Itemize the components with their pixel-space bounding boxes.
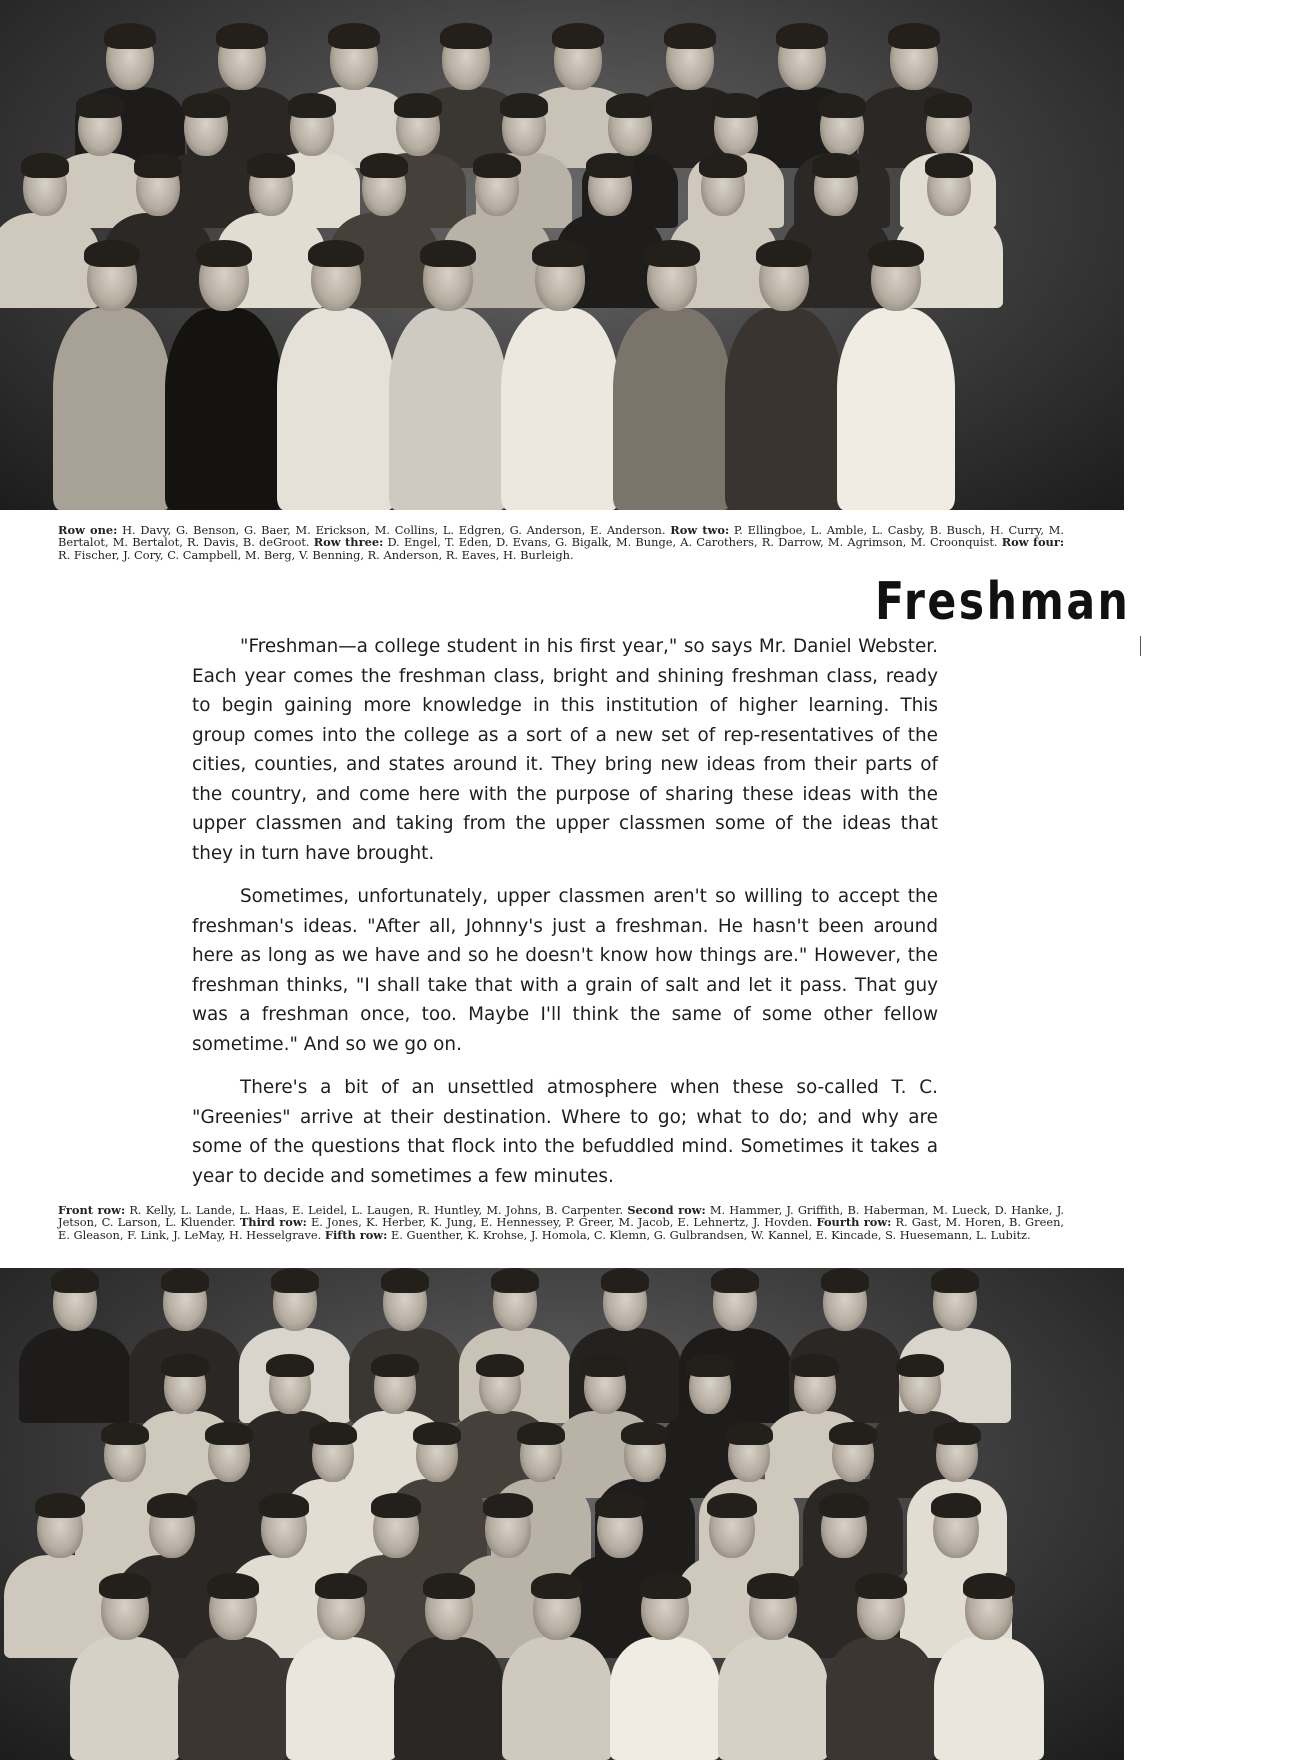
group-photo-bottom — [0, 1268, 1124, 1760]
caption-row-names: E. Guenther, K. Krohse, J. Homola, C. Klemn, G. Gulbrandsen, W. Kannel, E. Kincade, S. Huesemann, L. Lubitz. — [390, 1227, 1031, 1242]
article-body — [192, 632, 938, 1205]
caption-row-names: R. Kelly, L. Lande, L. Haas, E. Leidel, L. Laugen, R. Huntley, M. Johns, B. Carpenter. — [129, 1203, 624, 1217]
photo-figure — [826, 1578, 936, 1760]
article-paragraph: "Freshman—a college student in his first year," so says Mr. Daniel Webster. Each year comes the freshman class, bright and shining freshman class, ready to begin gaining more knowledge in this institution of higher learning. This group comes into the college as a sort of a new set of rep-resentatives of the cities, counties, and states around it. They bring new ideas from their parts of the country, and come here with the purpose of sharing these ideas with the upper classmen and taking from the upper classmen some of the ideas that they in turn have brought. — [192, 636, 938, 864]
article-paragraph: Sometimes, unfortunately, upper classmen aren't so willing to accept the freshman's ideas. "After all, Johnny's just a freshman. He hasn't been around here as long as we have and so he doesn't know how things are." However, the freshman thinks, "I shall take that with a grain of salt and let it pass. That guy was a freshman once, too. Maybe I'll think the same of some other fellow sometime." And so we go on. — [192, 886, 938, 1055]
caption-row-label: Fifth row: — [324, 1227, 388, 1242]
photo-caption-bottom — [58, 1204, 1064, 1241]
caption-row-label: Row one: — [58, 523, 118, 537]
photo-figure — [165, 245, 283, 510]
caption-row-label: Row four: — [1001, 535, 1065, 550]
page-title: Freshman — [874, 572, 1130, 632]
margin-mark — [1140, 636, 1141, 656]
caption-row-names: D. Engel, T. Eden, D. Evans, G. Bigalk, M. Bunge, A. Carothers, R. Darrow, M. Agrimson, M. Croonquist. — [387, 535, 998, 550]
photo-figure — [725, 245, 843, 510]
photo-figure — [613, 245, 731, 510]
photo-figure — [286, 1578, 396, 1760]
caption-row-names: H. Davy, G. Benson, G. Baer, M. Erickson, M. Collins, L. Edgren, G. Anderson, E. Anderson. — [122, 523, 666, 537]
photo-figure — [934, 1578, 1044, 1760]
caption-row-label: Third row: — [239, 1215, 307, 1230]
caption-row-names: P. Ellingboe, L. Amble, L. Casby, B. Busch, H. Curry, M. Bertalot, M. Bertalot, R. Davis, B. deGroot. — [58, 523, 1064, 550]
photo-figure — [53, 245, 171, 510]
article-paragraph: There's a bit of an unsettled atmosphere when these so-called T. C. "Greenies" arrive at their destination. Where to go; what to do; and why are some of the questions that flock into the befuddled mind. Sometimes it takes a year to decide and sometimes a few minutes. — [192, 1077, 938, 1187]
photo-figure — [837, 245, 955, 510]
caption-row-label: Row three: — [313, 535, 384, 550]
photo-figure — [394, 1578, 504, 1760]
caption-row-names: R. Fischer, J. Cory, C. Campbell, M. Berg, V. Benning, R. Anderson, R. Eaves, H. Burleigh. — [58, 547, 574, 562]
caption-row-names: R. Gast, M. Horen, B. Green, E. Gleason, F. Link, J. LeMay, H. Hesselgrave. — [58, 1215, 1065, 1242]
caption-row-names: M. Hammer, J. Griffith, B. Haberman, M. Lueck, D. Hanke, J. Jetson, C. Larson, L. Kluender. — [58, 1203, 1064, 1230]
photo-figure — [718, 1578, 828, 1760]
photo-figure — [277, 245, 395, 510]
photo-figure — [501, 245, 619, 510]
group-photo-top — [0, 0, 1124, 510]
photo-figure — [19, 1273, 131, 1423]
caption-row-label: Front row: — [58, 1203, 126, 1217]
caption-row-label: Second row: — [627, 1203, 706, 1217]
photo-caption-top — [58, 524, 1064, 561]
caption-row-names: E. Jones, K. Herber, K. Jung, E. Hennessey, P. Greer, M. Jacob, E. Lehnertz, J. Hovden. — [310, 1215, 813, 1230]
photo-figure — [70, 1578, 180, 1760]
photo-figure — [389, 245, 507, 510]
photo-figure — [610, 1578, 720, 1760]
caption-row-label: Row two: — [670, 523, 730, 537]
caption-row-label: Fourth row: — [816, 1215, 892, 1230]
photo-figure — [502, 1578, 612, 1760]
photo-figure — [178, 1578, 288, 1760]
